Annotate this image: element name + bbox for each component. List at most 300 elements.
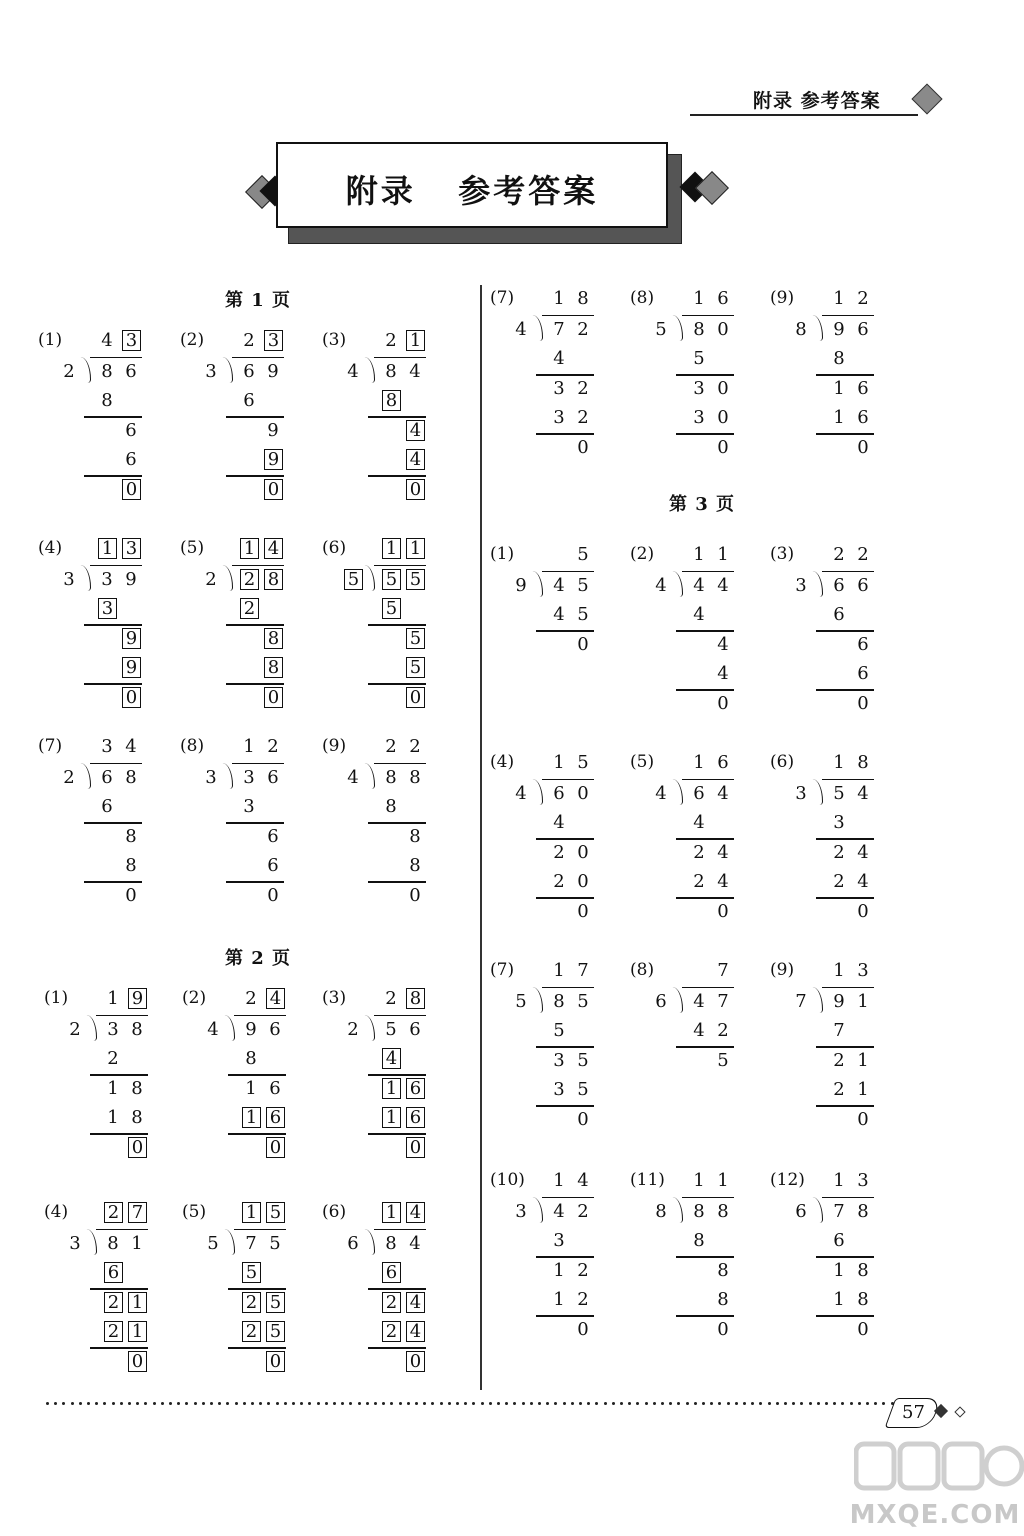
- footer-dot: [259, 1402, 262, 1405]
- subtraction-line: [676, 433, 734, 435]
- subtraction-line: [228, 1074, 286, 1076]
- dividend-digit: 7: [717, 990, 729, 1012]
- quotient-digit: 8: [406, 988, 425, 1009]
- dividend-digit: 8: [553, 990, 565, 1012]
- step-digit: 2: [833, 871, 845, 892]
- step-digit: 8: [717, 1259, 729, 1281]
- quotient-digit: 1: [107, 988, 119, 1009]
- subtraction-line: [226, 683, 284, 685]
- footer-dot: [390, 1402, 393, 1405]
- problem-number: (4): [38, 538, 63, 558]
- subtraction-line: [90, 1288, 148, 1290]
- footer-dot: [464, 1402, 467, 1405]
- footer-dot: [563, 1402, 566, 1405]
- step-digit: 3: [98, 598, 117, 619]
- step-digit: 0: [717, 377, 729, 399]
- quotient-digit: 1: [833, 960, 845, 981]
- step-digit: 2: [833, 1049, 845, 1071]
- step-digit: 5: [577, 1049, 589, 1071]
- division-problem: [38, 538, 178, 718]
- step-digit: 6: [267, 855, 279, 876]
- footer-dot: [218, 1402, 221, 1405]
- quotient-digit: 1: [98, 538, 117, 559]
- footer-dot: [546, 1402, 549, 1405]
- footer-dot: [71, 1402, 74, 1405]
- dividend-digit: 4: [717, 782, 729, 804]
- problem-number: (6): [322, 538, 347, 558]
- dividend-digit: 4: [693, 574, 705, 596]
- step-digit: 1: [128, 1321, 147, 1342]
- division-bracket: [532, 571, 543, 597]
- dividend-digit: 1: [857, 990, 869, 1012]
- subtraction-line: [816, 433, 874, 435]
- step-digit: 1: [833, 377, 845, 399]
- problem-number: (8): [180, 736, 205, 756]
- division-problem: [490, 288, 630, 468]
- footer-dot: [784, 1402, 787, 1405]
- dividend-digit: 9: [833, 990, 845, 1012]
- step-digit: 0: [857, 900, 869, 922]
- footer-dot: [317, 1402, 320, 1405]
- footer-dot: [513, 1402, 516, 1405]
- dividend-digit: 8: [717, 1200, 729, 1222]
- footer-dot: [505, 1402, 508, 1405]
- quotient-digit: 1: [553, 752, 565, 773]
- step-digit: 6: [269, 1077, 281, 1099]
- quotient-digit: 2: [857, 288, 869, 309]
- step-digit: 5: [406, 657, 425, 678]
- quotient-digit: 1: [242, 1202, 261, 1223]
- step-digit: 5: [406, 628, 425, 649]
- problem-number: (7): [490, 960, 515, 980]
- dividend-digit: 9: [833, 318, 845, 340]
- footer-dot: [308, 1402, 311, 1405]
- step-digit: 1: [382, 1107, 401, 1128]
- problem-number: (6): [770, 752, 795, 772]
- division-problem: [44, 988, 184, 1168]
- footer-dot: [128, 1402, 131, 1405]
- dividend-digit: 8: [107, 1232, 119, 1254]
- footer-dot: [415, 1402, 418, 1405]
- dividend-digit: 8: [693, 1200, 705, 1222]
- subtraction-line: [676, 630, 734, 632]
- column-divider: [480, 285, 482, 1390]
- dividend-digit: 7: [553, 318, 565, 340]
- step-digit: 3: [833, 812, 845, 833]
- step-digit: 5: [577, 1079, 589, 1100]
- footer-dot: [276, 1402, 279, 1405]
- footer-dot: [366, 1402, 369, 1405]
- dividend-digit: 8: [409, 766, 421, 788]
- step-digit: 2: [240, 598, 259, 619]
- division-problem: [770, 960, 910, 1140]
- footer-dot: [374, 1402, 377, 1405]
- division-bracket: [86, 1015, 97, 1041]
- division-bracket: [812, 987, 823, 1013]
- step-digit: 0: [406, 479, 425, 500]
- divisor: 5: [655, 318, 667, 340]
- divisor: 2: [63, 766, 75, 788]
- step-digit: 5: [242, 1262, 261, 1283]
- footer-dot: [677, 1402, 680, 1405]
- step-digit: 6: [125, 449, 137, 470]
- dividend-digit: 4: [553, 1200, 565, 1222]
- divisor: 3: [63, 568, 75, 590]
- step-digit: 4: [693, 604, 705, 625]
- footer-dot: [718, 1402, 721, 1405]
- footer-dot: [702, 1402, 705, 1405]
- footer-dot: [202, 1402, 205, 1405]
- subtraction-line: [536, 1256, 594, 1258]
- division-problem: [322, 988, 462, 1168]
- footer-dot: [423, 1402, 426, 1405]
- divisor: 2: [63, 360, 75, 382]
- division-problem: [180, 538, 320, 718]
- divisor: 3: [205, 766, 217, 788]
- footer-dot: [194, 1402, 197, 1405]
- divisor: 2: [69, 1018, 81, 1040]
- dividend-digit: 4: [409, 1232, 421, 1254]
- diamond-icon: [954, 1406, 965, 1417]
- quotient-digit: 2: [245, 988, 257, 1009]
- footer-dot: [62, 1402, 65, 1405]
- step-digit: 4: [406, 449, 425, 470]
- problem-number: (3): [322, 988, 347, 1008]
- footer-dot: [448, 1402, 451, 1405]
- division-bar: [682, 987, 734, 989]
- quotient-digit: 2: [243, 330, 255, 351]
- step-digit: 0: [577, 871, 589, 892]
- divisor: 4: [515, 318, 527, 340]
- subtraction-line: [676, 1256, 734, 1258]
- problem-number: (12): [770, 1170, 805, 1190]
- step-digit: 4: [717, 841, 729, 863]
- footer-dot: [103, 1402, 106, 1405]
- footer-dot: [431, 1402, 434, 1405]
- footer-dot: [325, 1402, 328, 1405]
- step-digit: 8: [131, 1077, 143, 1099]
- subtraction-line: [816, 689, 874, 691]
- step-digit: 4: [406, 420, 425, 441]
- subtraction-line: [676, 897, 734, 899]
- dividend-digit: 5: [385, 1018, 397, 1040]
- division-bracket: [80, 357, 91, 383]
- divisor: 9: [515, 574, 527, 596]
- title-banner: [240, 140, 740, 250]
- divisor: 4: [655, 574, 667, 596]
- footer-dot: [440, 1402, 443, 1405]
- subtraction-line: [226, 475, 284, 477]
- step-digit: 4: [553, 604, 565, 625]
- step-digit: 4: [693, 1020, 705, 1041]
- quotient-digit: 1: [382, 1202, 401, 1223]
- dividend-digit: 5: [269, 1232, 281, 1254]
- problem-number: (10): [490, 1170, 525, 1190]
- quotient-digit: 1: [833, 1170, 845, 1191]
- division-bar: [374, 357, 426, 359]
- quotient-digit: 4: [266, 988, 285, 1009]
- step-digit: 3: [243, 796, 255, 817]
- footer-dot: [841, 1402, 844, 1405]
- problem-number: (2): [182, 988, 207, 1008]
- dividend-digit: 5: [833, 782, 845, 804]
- dividend-digit: 8: [125, 766, 137, 788]
- quotient-digit: 3: [857, 960, 869, 981]
- step-digit: 6: [382, 1262, 401, 1283]
- dividend-digit: 8: [101, 360, 113, 382]
- division-bar: [90, 357, 142, 359]
- step-digit: 2: [833, 841, 845, 863]
- dividend-digit: 3: [243, 766, 255, 788]
- step-digit: 1: [382, 1078, 401, 1099]
- step-digit: 3: [693, 377, 705, 399]
- step-digit: 4: [717, 663, 729, 684]
- quotient-digit: 1: [717, 1170, 729, 1191]
- quotient-digit: 1: [693, 752, 705, 773]
- subtraction-line: [536, 433, 594, 435]
- division-bracket: [80, 763, 91, 789]
- step-digit: 4: [382, 1048, 401, 1069]
- division-bar: [232, 565, 284, 567]
- footer-dot: [686, 1402, 689, 1405]
- quotient-digit: 3: [122, 330, 141, 351]
- footer-dot: [54, 1402, 57, 1405]
- footer-dot: [144, 1402, 147, 1405]
- step-digit: 4: [553, 348, 565, 369]
- division-bracket: [224, 1229, 235, 1255]
- divisor: 5: [207, 1232, 219, 1254]
- quotient-digit: 1: [243, 736, 255, 757]
- footer-dot: [710, 1402, 713, 1405]
- step-digit: 2: [693, 841, 705, 863]
- subtraction-line: [368, 1288, 426, 1290]
- division-bar: [234, 1229, 286, 1231]
- step-digit: 8: [409, 825, 421, 847]
- footer-dot: [243, 1402, 246, 1405]
- dividend-digit: 6: [125, 360, 137, 382]
- subtraction-line: [536, 630, 594, 632]
- problem-number: (1): [44, 988, 69, 1008]
- step-digit: 0: [717, 692, 729, 714]
- dividend-digit: 9: [245, 1018, 257, 1040]
- step-digit: 0: [128, 1137, 147, 1158]
- quotient-digit: 5: [266, 1202, 285, 1223]
- division-bracket: [364, 1229, 375, 1255]
- division-bar: [822, 987, 874, 989]
- subtraction-line: [536, 1046, 594, 1048]
- problem-number: (2): [630, 544, 655, 564]
- step-digit: 4: [553, 812, 565, 833]
- divisor: 6: [795, 1200, 807, 1222]
- dividend-digit: 6: [409, 1018, 421, 1040]
- quotient-digit: 9: [128, 988, 147, 1009]
- step-digit: 0: [122, 479, 141, 500]
- footer-dot: [833, 1402, 836, 1405]
- subtraction-line: [90, 1347, 148, 1349]
- subtraction-line: [816, 897, 874, 899]
- step-digit: 2: [553, 871, 565, 892]
- division-problem: [180, 330, 320, 510]
- division-bar: [374, 1229, 426, 1231]
- step-digit: 1: [553, 1259, 565, 1281]
- divisor: 4: [515, 782, 527, 804]
- quotient-digit: 1: [406, 330, 425, 351]
- subtraction-line: [90, 1133, 148, 1135]
- step-digit: 0: [409, 884, 421, 906]
- division-bracket: [80, 565, 91, 591]
- subtraction-line: [368, 416, 426, 418]
- quotient-digit: 4: [577, 1170, 589, 1191]
- dividend-digit: 8: [385, 1232, 397, 1254]
- division-bracket: [812, 779, 823, 805]
- dividend-digit: 6: [833, 574, 845, 596]
- quotient-digit: 2: [385, 988, 397, 1009]
- step-digit: 6: [243, 390, 255, 411]
- subtraction-line: [536, 374, 594, 376]
- footer-dot: [472, 1402, 475, 1405]
- step-digit: 6: [125, 419, 137, 441]
- step-digit: 3: [553, 1230, 565, 1251]
- quotient-digit: 5: [577, 752, 589, 773]
- subtraction-line: [368, 822, 426, 824]
- footer-dot: [284, 1402, 287, 1405]
- step-digit: 1: [128, 1292, 147, 1313]
- subtraction-line: [368, 683, 426, 685]
- footer-dot: [481, 1402, 484, 1405]
- quotient-digit: 1: [693, 1170, 705, 1191]
- subtraction-line: [676, 1315, 734, 1317]
- quotient-digit: 5: [577, 544, 589, 565]
- step-digit: 0: [577, 841, 589, 863]
- footer-dot: [292, 1402, 295, 1405]
- dividend-digit: 8: [693, 318, 705, 340]
- dividend-digit: 2: [577, 318, 589, 340]
- footer-dot: [95, 1402, 98, 1405]
- quotient-digit: 6: [717, 752, 729, 773]
- problem-number: (4): [490, 752, 515, 772]
- subtraction-line: [84, 822, 142, 824]
- footer-dot: [776, 1402, 779, 1405]
- quotient-digit: 8: [577, 288, 589, 309]
- footer-dot: [210, 1402, 213, 1405]
- dividend-digit: 3: [101, 568, 113, 590]
- quotient-digit: 7: [577, 960, 589, 981]
- footer-dot: [169, 1402, 172, 1405]
- step-digit: 6: [857, 377, 869, 399]
- step-digit: 1: [833, 407, 845, 428]
- quotient-digit: 1: [240, 538, 259, 559]
- step-digit: 4: [717, 871, 729, 892]
- dividend-digit: 3: [107, 1018, 119, 1040]
- step-digit: 0: [406, 687, 425, 708]
- divisor: 8: [655, 1200, 667, 1222]
- division-problem: [490, 1170, 630, 1350]
- division-problem: [770, 1170, 910, 1350]
- division-bar: [96, 1229, 148, 1231]
- subtraction-line: [368, 881, 426, 883]
- step-digit: 2: [693, 871, 705, 892]
- footer-dot: [809, 1402, 812, 1405]
- divisor: 3: [515, 1200, 527, 1222]
- step-digit: 5: [382, 598, 401, 619]
- step-digit: 8: [125, 825, 137, 847]
- division-bar: [822, 315, 874, 317]
- footer-dot: [251, 1402, 254, 1405]
- footer-dot: [882, 1402, 885, 1405]
- step-digit: 6: [266, 1107, 285, 1128]
- quotient-digit: 7: [128, 1202, 147, 1223]
- step-digit: 5: [266, 1321, 285, 1342]
- problem-number: (7): [490, 288, 515, 308]
- division-bar: [374, 565, 426, 567]
- dividend-digit: 1: [131, 1232, 143, 1254]
- step-digit: 1: [242, 1107, 261, 1128]
- step-digit: 0: [122, 687, 141, 708]
- footer-dot: [825, 1402, 828, 1405]
- dividend-digit: 0: [577, 782, 589, 804]
- dividend-digit: 6: [553, 782, 565, 804]
- step-digit: 0: [577, 1318, 589, 1340]
- division-bracket: [672, 1197, 683, 1223]
- division-bar: [682, 779, 734, 781]
- division-bar: [682, 1197, 734, 1199]
- footer-dot: [858, 1402, 861, 1405]
- subtraction-line: [84, 475, 142, 477]
- step-digit: 0: [717, 407, 729, 428]
- watermark-url: MXQE.COM: [849, 1500, 1021, 1530]
- division-bracket: [812, 1197, 823, 1223]
- footer-dot: [530, 1402, 533, 1405]
- quotient-digit: 3: [122, 538, 141, 559]
- step-digit: 8: [857, 1259, 869, 1281]
- subtraction-line: [816, 374, 874, 376]
- step-digit: 4: [857, 871, 869, 892]
- quotient-digit: 1: [693, 544, 705, 565]
- step-digit: 5: [693, 348, 705, 369]
- step-digit: 0: [264, 687, 283, 708]
- step-digit: 0: [577, 436, 589, 458]
- problem-number: (9): [770, 288, 795, 308]
- division-bar: [682, 315, 734, 317]
- problem-number: (1): [490, 544, 515, 564]
- subtraction-line: [90, 1074, 148, 1076]
- step-digit: 2: [382, 1292, 401, 1313]
- dividend-digit: 6: [693, 782, 705, 804]
- footer-dot: [743, 1402, 746, 1405]
- step-digit: 1: [833, 1259, 845, 1281]
- watermark: [846, 1440, 1024, 1536]
- quotient-digit: 8: [857, 752, 869, 773]
- subtraction-line: [226, 822, 284, 824]
- step-digit: 0: [717, 436, 729, 458]
- divisor: 2: [205, 568, 217, 590]
- problem-number: (2): [180, 330, 205, 350]
- divisor: 6: [347, 1232, 359, 1254]
- footer-dot: [79, 1402, 82, 1405]
- footer-dot: [587, 1402, 590, 1405]
- footer-dot: [850, 1402, 853, 1405]
- footer-dot: [669, 1402, 672, 1405]
- page-number: 57: [902, 1402, 925, 1423]
- footer-dot: [46, 1402, 49, 1405]
- division-problem: [770, 288, 910, 468]
- division-bracket: [364, 763, 375, 789]
- step-digit: 2: [242, 1292, 261, 1313]
- step-digit: 8: [101, 390, 113, 411]
- footer-dot: [136, 1402, 139, 1405]
- footer-dot: [333, 1402, 336, 1405]
- quotient-digit: 7: [717, 960, 729, 981]
